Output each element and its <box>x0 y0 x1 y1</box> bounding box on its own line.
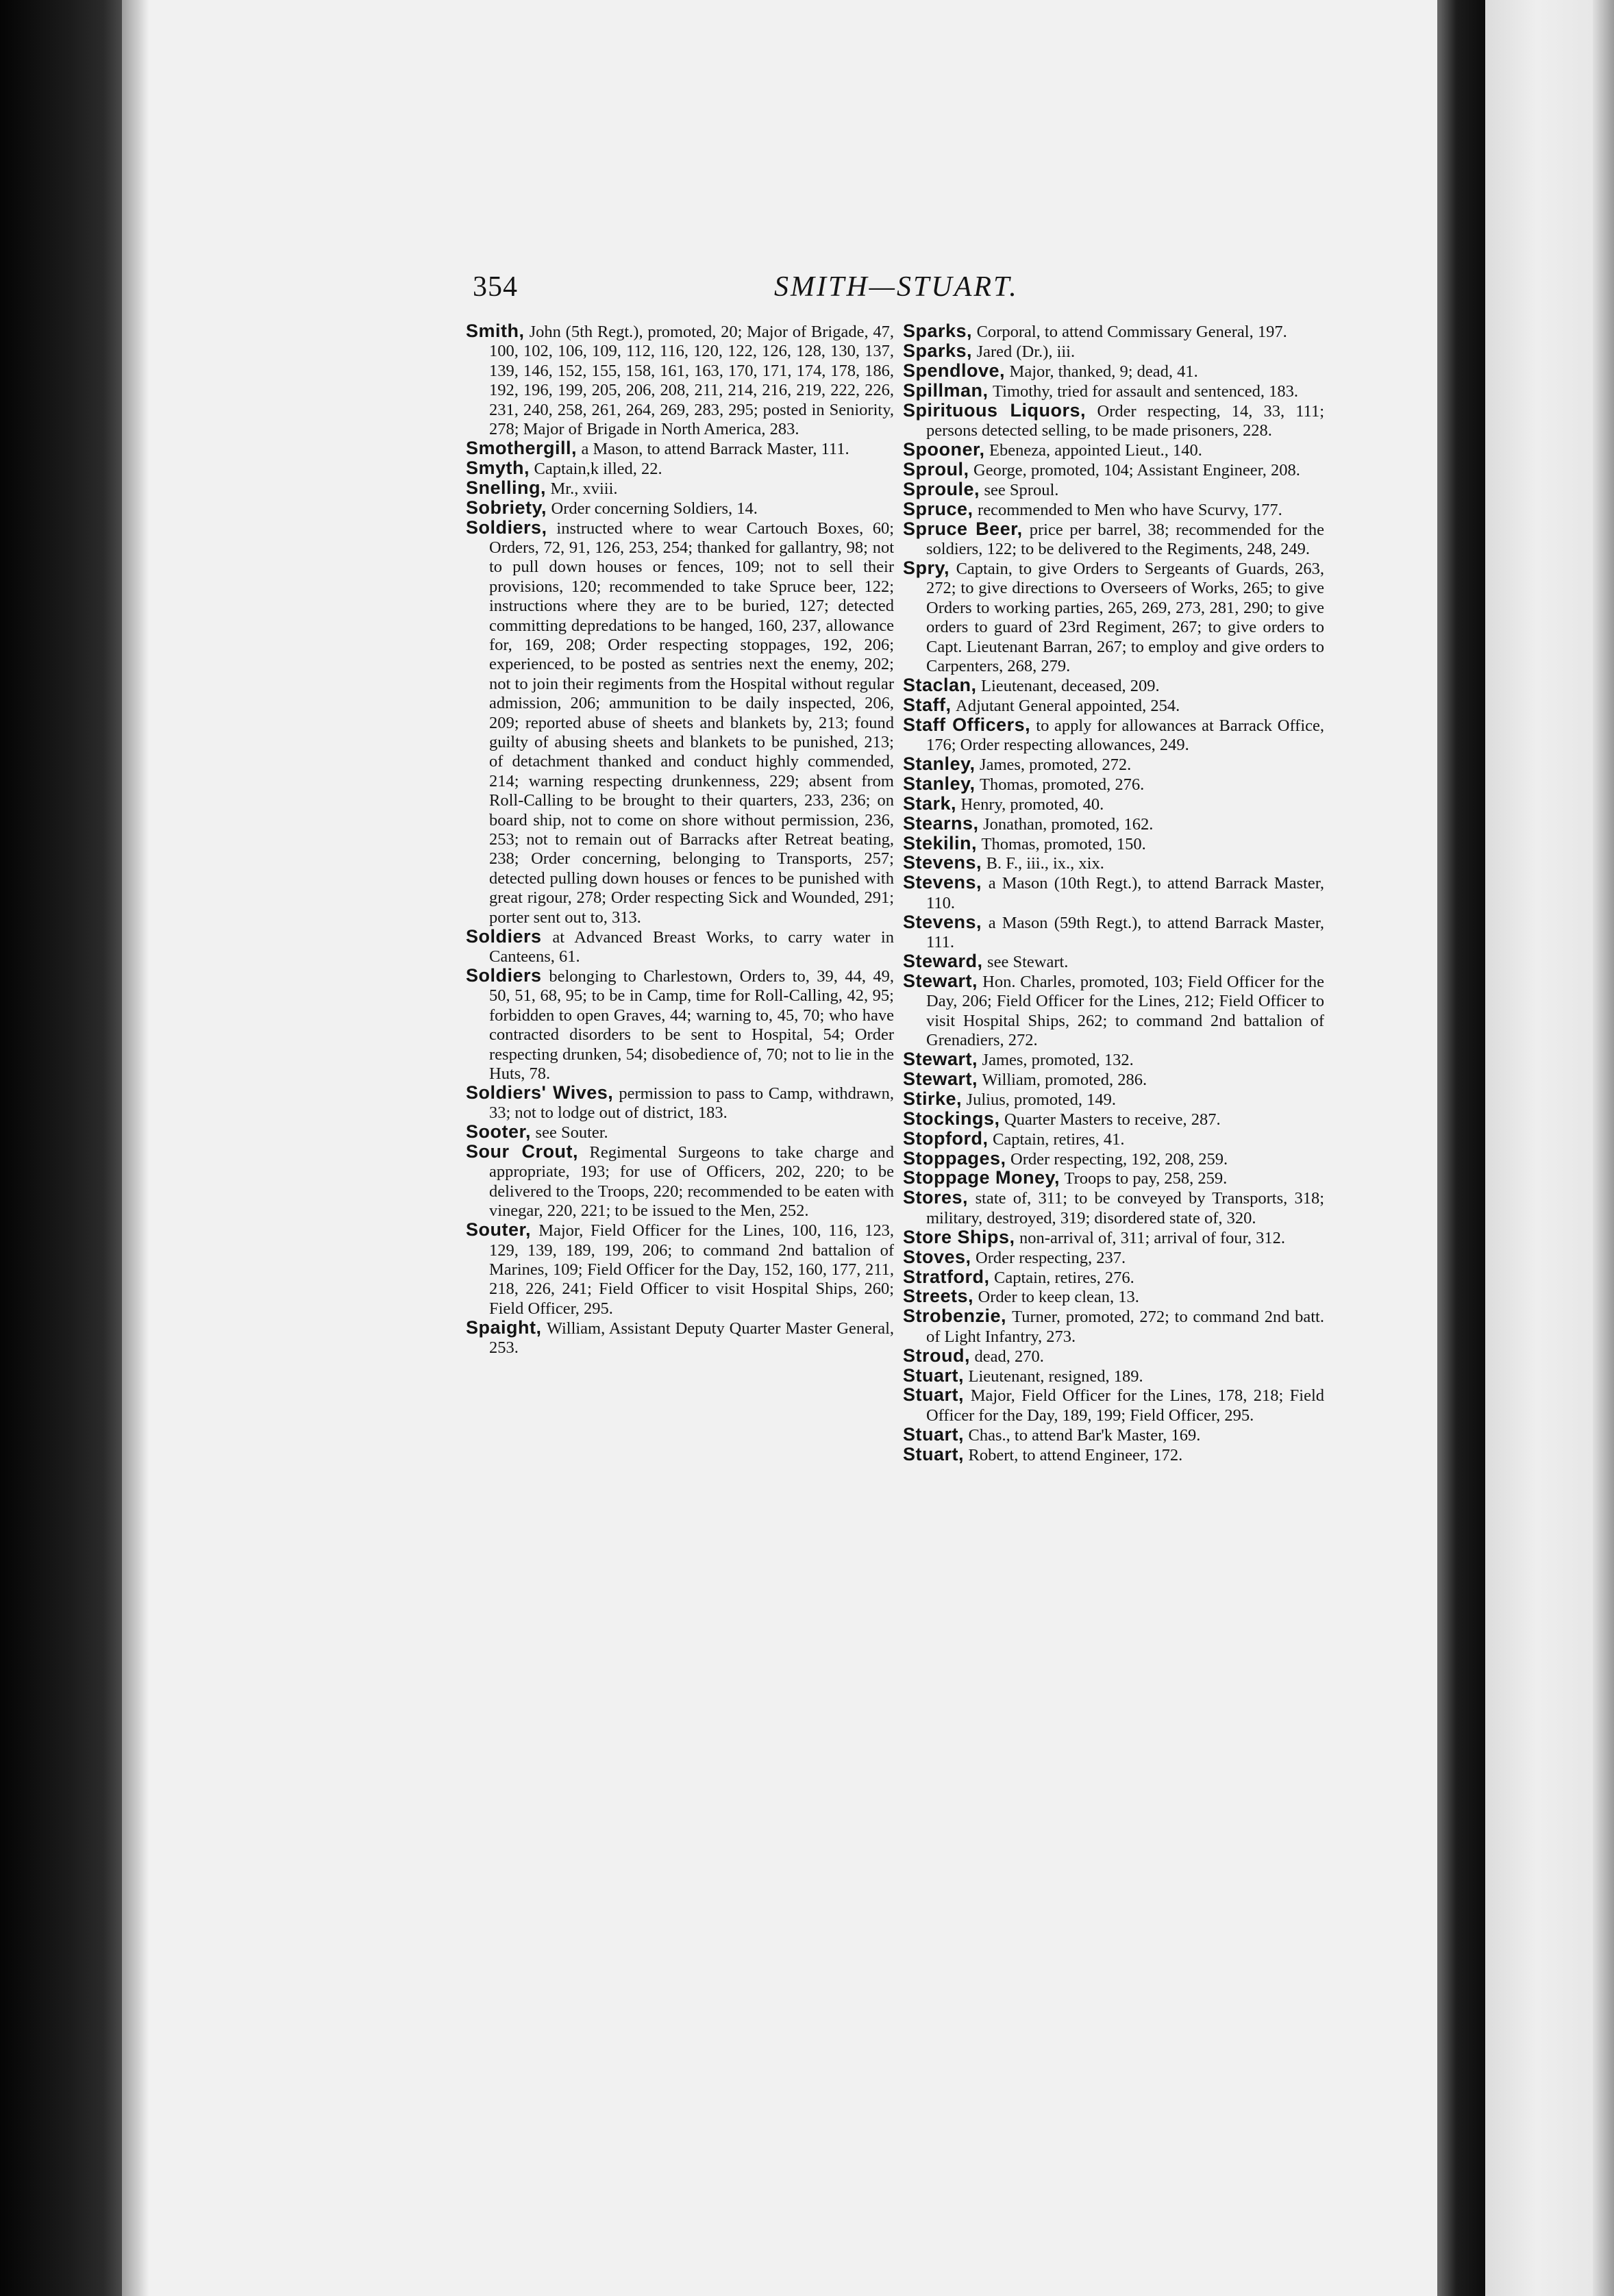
index-entry <box>903 1287 1324 1306</box>
index-entry <box>903 379 1324 401</box>
index-entry-text: Jared (Dr.), iii. <box>976 342 1076 361</box>
index-entry-text: recommended to Men who have Scurvy, 177. <box>978 500 1282 519</box>
index-entry-text: a Mason, to attend Barrack Master, 111. <box>581 439 849 458</box>
index-entry-heading: Smothergill, <box>466 437 578 458</box>
index-entry-heading: Stroud, <box>903 1345 970 1366</box>
index-entry-text: Turner, promoted, 272; to command 2nd batt. of Light Infantry, 273. <box>926 1308 1324 1346</box>
index-entry-text: to apply for allowances at Barrack Office, 176; Order respecting allowances, 249. <box>926 716 1325 755</box>
index-entry <box>903 322 1324 341</box>
index-entry-heading: Staff, <box>903 694 952 715</box>
index-entry <box>903 913 1324 952</box>
index-entry-text: Lieutenant, resigned, 189. <box>968 1367 1143 1386</box>
page-number: 354 <box>473 271 518 303</box>
index-entry-text: Jonathan, promoted, 162. <box>983 814 1154 834</box>
index-entry-heading: Stewart, <box>903 1049 978 1070</box>
index-entry <box>466 927 894 966</box>
index-entry-text: Captain, to give Orders to Sergeants of Guards, 263, 272; to give directions to Overseers of Works, 265; to give Orders to working parties, 265, 269, 273, 281, 290; to give orders to guard of 23rd Regiment, 267; to give orders to Capt. Lieutenant Barran, 267; to employ and give orders to Carpenters, 268, 279. <box>926 559 1324 675</box>
index-entry-text: price per barrel, 38; recommended for the soldiers, 122; to be delivered to the Regiments, 248, 249. <box>926 520 1325 558</box>
index-entry <box>903 362 1324 381</box>
index-entry-text: Order respecting, 14, 33, 111; persons detected selling, to be made prisoners, 228. <box>926 401 1325 440</box>
index-entry-heading: Spruce Beer, <box>903 518 1023 539</box>
index-entry-heading: Sproul, <box>903 458 969 479</box>
index-column-right <box>903 322 1324 1465</box>
index-entry-text: Robert, to attend Engineer, 172. <box>968 1445 1183 1464</box>
index-column-left <box>466 322 894 1358</box>
index-entry-text: Major, thanked, 9; dead, 41. <box>1009 362 1198 381</box>
index-entry <box>466 1084 894 1123</box>
index-entry-text: John (5th Regt.), promoted, 20; Major of Brigade, 47, 100, 102, 106, 109, 112, 116, 120, 122, 126, 128, 130, 137, 139, 146, 152, 155, 158, 161, 163, 170, 171, 174, 178, 186, 192, 196, 199, 205, 206, 208, 211, 214, 216, 219, 222, 226, 231, 240, 258, 261, 264, 269, 283, 295; posted in Seniority, 278; Major of Brigade in North America, 283. <box>489 323 894 439</box>
index-entry-text: Order to keep clean, 13. <box>978 1288 1139 1307</box>
index-entry <box>466 499 894 518</box>
index-entry-heading: Soldiers <box>466 964 542 986</box>
index-entry-text: permission to pass to Camp, withdrawn, 33; not to lodge out of district, 183. <box>489 1084 894 1123</box>
index-entry-text: instructed where to wear Cartouch Boxes, 60; Orders, 72, 91, 126, 253, 254; thanked for gallantry, 98; not to pull down houses or fences, 109; not to sell their provisions, 120; recommended to take Spruce beer, 122; instructions where they are to be buried, 127; detected committing depredations to be hanged, 160, 237, allowance for, 169, 208; Order respecting stoppages, 192, 206; experienced, to be posted as sentries next the enemy, 202; not to join their regiments from the Hospital without regular admission, 206; ammunition to be daily inspected, 206, 209; reported abuse of sheets and blankets by, 213; found guilty of abusing sheets and blankets to be punished, 213; of detachment thanked and conduct highly commended, 214; warning respecting drunkenness, 229; absent from Roll-Calling to be brought to their quarters, 233, 236; on board ship, not to come on shore without permission, 236, 253; not to remain out of Barracks after Retreat beating, 238; Order concerning, belonging to Transports, 257; detected pulling down houses or fences to be punished with great rigour, 278; Order respecting Sick and Wounded, 291; porter sent out to, 313. <box>489 519 895 927</box>
index-entry-text: non-arrival of, 311; arrival of four, 312. <box>1019 1228 1285 1247</box>
index-entry-text: Quarter Masters to receive, 287. <box>1004 1110 1221 1129</box>
index-entry-heading: Sobriety, <box>466 497 547 518</box>
index-entry <box>466 1123 894 1142</box>
index-entry-text: state of, 311; to be conveyed by Transports, 318; military, destroyed, 319; disordered state of, 320. <box>926 1189 1325 1227</box>
index-entry-heading: Stuart, <box>903 1423 965 1445</box>
index-entry-text: Corporal, to attend Commissary General, 197. <box>976 323 1287 341</box>
index-entry-heading: Stratford, <box>903 1266 990 1287</box>
index-entry-heading: Stoppages, <box>903 1147 1006 1169</box>
index-entry-text: George, promoted, 104; Assistant Engineer, 208. <box>973 460 1300 479</box>
index-entry <box>466 1143 894 1221</box>
index-entry-heading: Spaight, <box>466 1317 542 1338</box>
index-entry-text: Captain, retires, 41. <box>992 1130 1125 1149</box>
index-entry <box>466 322 894 438</box>
index-entry-heading: Stanley, <box>903 753 976 774</box>
index-entry <box>903 401 1324 440</box>
index-entry <box>903 440 1324 460</box>
index-entry-heading: Spruce, <box>903 498 973 519</box>
running-head: SMITH—STUART. <box>774 271 1019 303</box>
index-entry-heading: Stopford, <box>903 1127 989 1149</box>
index-entry-heading: Sparks, <box>903 321 973 341</box>
index-entry-heading: Stirke, <box>903 1088 963 1109</box>
index-entry-heading: Stuart, <box>903 1364 965 1386</box>
index-entry-text: Captain,k illed, 22. <box>534 459 662 478</box>
index-entry-text: Regimental Surgeons to take charge and appropriate, 193; for use of Officers, 202, 220; to be delivered to the Troops, 220; recommended to be eaten with vinegar, 220, 221; to be issued to the Men, 252. <box>489 1143 894 1221</box>
index-entry <box>903 520 1324 559</box>
index-entry-text: Thomas, promoted, 276. <box>980 775 1145 794</box>
index-entry-heading: Sparks, <box>903 340 973 361</box>
index-entry-text: see Stewart. <box>987 953 1069 971</box>
index-entry-heading: Store Ships, <box>903 1226 1015 1247</box>
index-entry <box>903 1149 1324 1169</box>
index-entry-heading: Spillman, <box>903 379 989 401</box>
index-entry-heading: Soldiers, <box>466 516 547 538</box>
index-entry-text: James, promoted, 132. <box>982 1051 1134 1070</box>
index-entry <box>903 1386 1324 1425</box>
index-entry-heading: Staff Officers, <box>903 714 1031 735</box>
index-entry-heading: Snelling, <box>466 477 547 498</box>
index-entry <box>903 1127 1324 1149</box>
index-entry <box>903 1050 1324 1069</box>
index-entry <box>903 1228 1324 1247</box>
index-entry-heading: Staclan, <box>903 674 977 695</box>
index-entry-heading: Spry, <box>903 557 950 578</box>
index-entry <box>903 972 1324 1050</box>
index-entry <box>466 439 894 458</box>
index-entry <box>903 1364 1324 1386</box>
index-entry <box>903 755 1324 774</box>
index-entry-heading: Smyth, <box>466 457 530 478</box>
index-entry <box>903 1090 1324 1109</box>
index-entry <box>903 1248 1324 1267</box>
index-entry-heading: Stevens, <box>903 911 982 932</box>
index-entry <box>903 775 1324 794</box>
index-entry-heading: Streets, <box>903 1286 974 1307</box>
index-entry-text: Julius, promoted, 149. <box>966 1090 1117 1109</box>
index-entry-text: Timothy, tried for assault and sentenced, 183. <box>993 382 1298 401</box>
index-entry-heading: Stoppage Money, <box>903 1167 1060 1188</box>
index-entry <box>903 853 1324 873</box>
index-entry-heading: Stoves, <box>903 1246 971 1267</box>
index-entry <box>903 480 1324 499</box>
index-entry-heading: Stearns, <box>903 812 979 834</box>
index-entry-text: Captain, retires, 276. <box>994 1268 1134 1287</box>
index-entry <box>466 516 895 927</box>
index-entry-heading: Stockings, <box>903 1108 1000 1129</box>
index-entry-heading: Stuart, <box>903 1443 965 1464</box>
index-entry-heading: Stark, <box>903 793 957 814</box>
index-entry-text: Major, Field Officer for the Lines, 100, 116, 123, 129, 139, 189, 199, 206; to command 2nd battalion of Marines, 109; Field Officer for the Day, 152, 160, 177, 211, 218, 226, 241; Field Officer to visit Hospital Ships, 260; Field Officer, 295. <box>489 1221 894 1318</box>
index-entry-text: William, Assistant Deputy Quarter Master General, 253. <box>489 1319 895 1358</box>
facing-page-shadow <box>1593 0 1614 2296</box>
index-entry <box>903 873 1324 912</box>
index-entry <box>903 1347 1324 1366</box>
page-header <box>473 271 1329 312</box>
index-entry <box>903 716 1324 755</box>
index-entry <box>903 500 1324 519</box>
index-entry-text: Henry, promoted, 40. <box>960 795 1104 814</box>
index-entry <box>903 952 1324 971</box>
index-entry-text: James, promoted, 272. <box>980 755 1132 774</box>
index-entry-text: B. F., iii., ix., xix. <box>986 854 1104 873</box>
index-entry-text: Troops to pay, 258, 259. <box>1064 1169 1228 1188</box>
index-entry <box>903 1268 1324 1287</box>
index-entry-heading: Souter, <box>466 1219 532 1240</box>
page-shadow <box>122 0 149 2296</box>
index-entry-heading: Stewart, <box>903 1068 978 1089</box>
index-entry-heading: Spooner, <box>903 438 985 460</box>
index-entry-text: Order respecting, 192, 208, 259. <box>1010 1149 1228 1169</box>
index-entry-text: Chas., to attend Bar'k Master, 169. <box>968 1425 1201 1445</box>
index-entry-text: at Advanced Breast Works, to carry water in Canteens, 61. <box>489 927 894 966</box>
index-entry-text: William, promoted, 286. <box>982 1070 1147 1089</box>
index-entry <box>903 1070 1324 1089</box>
index-entry-heading: Spirituous Liquors, <box>903 399 1087 421</box>
index-entry <box>466 1319 894 1358</box>
index-entry-heading: Sour Crout, <box>466 1141 579 1162</box>
index-entry <box>903 1425 1324 1445</box>
scan-left-margin <box>0 0 122 2296</box>
index-entry-heading: Stewart, <box>903 970 978 991</box>
index-entry <box>903 1445 1324 1464</box>
index-entry <box>903 676 1324 695</box>
index-entry-text: dead, 270. <box>974 1347 1044 1366</box>
index-entry-heading: Steward, <box>903 951 983 971</box>
index-entry <box>903 696 1324 715</box>
index-entry <box>903 342 1324 361</box>
index-entry-text: Hon. Charles, promoted, 103; Field Officer for the Day, 206; Field Officer for the Lines, 212; Field Officer to visit Hospital Ships, 262; to command 2nd battalion of Grenadiers, 272. <box>926 972 1324 1050</box>
index-entry <box>903 814 1324 834</box>
index-entry-text: Order concerning Soldiers, 14. <box>551 499 758 518</box>
index-entry-text: Thomas, promoted, 150. <box>981 834 1146 853</box>
index-entry <box>903 1188 1324 1227</box>
index-entry-text: see Sproul. <box>984 480 1059 499</box>
index-entry-text: see Souter. <box>535 1123 608 1143</box>
index-entry-heading: Stevens, <box>903 852 982 873</box>
index-entry <box>903 1169 1324 1188</box>
index-entry-heading: Soldiers' Wives, <box>466 1082 614 1103</box>
book-gutter <box>1437 0 1485 2296</box>
index-entry <box>903 1110 1324 1129</box>
index-entry-text: Ebeneza, appointed Lieut., 140. <box>989 440 1202 460</box>
index-entry-text: Mr., xviii. <box>550 479 618 498</box>
index-entry-heading: Sooter, <box>466 1121 532 1143</box>
index-entry <box>903 460 1324 479</box>
index-entry-text: a Mason (10th Regt.), to attend Barrack Master, 110. <box>926 874 1325 912</box>
index-entry-text: Lieutenant, deceased, 209. <box>981 676 1160 695</box>
index-entry-text: belonging to Charlestown, Orders to, 39, 44, 49, 50, 51, 68, 95; to be in Camp, time for Roll-Calling, 42, 95; forbidden to open Graves, 44; warning to, 45, 70; who have contracted disorders to be sent to Hospital, 54; Order respecting drunken, 54; disobedience of, 70; not to lie in the Huts, 78. <box>489 966 894 1083</box>
index-entry <box>466 479 894 498</box>
index-entry-text: a Mason (59th Regt.), to attend Barrack Master, 111. <box>926 913 1325 952</box>
index-entry-text: Adjutant General appointed, 254. <box>956 696 1180 715</box>
index-entry-heading: Stanley, <box>903 773 976 794</box>
index-entry-heading: Smith, <box>466 321 525 341</box>
index-entry <box>466 966 894 1083</box>
index-entry-heading: Soldiers <box>466 925 542 947</box>
index-entry <box>903 834 1324 853</box>
index-entry-heading: Spendlove, <box>903 360 1006 381</box>
index-entry <box>903 559 1324 675</box>
index-entry-heading: Stekilin, <box>903 832 978 853</box>
index-entry-text: Order respecting, 237. <box>976 1248 1126 1267</box>
index-entry <box>903 1307 1324 1346</box>
index-entry <box>466 1221 894 1318</box>
index-entry-heading: Strobenzie, <box>903 1306 1007 1327</box>
index-entry-heading: Sproule, <box>903 478 980 499</box>
index-entry <box>903 795 1324 814</box>
index-entry <box>466 459 894 478</box>
index-entry-heading: Stevens, <box>903 872 982 893</box>
index-entry-heading: Stuart, <box>903 1384 965 1406</box>
index-entry-text: Major, Field Officer for the Lines, 178, 218; Field Officer for the Day, 189, 199; Field Officer, 295. <box>926 1386 1324 1425</box>
index-entry-heading: Stores, <box>903 1187 969 1208</box>
